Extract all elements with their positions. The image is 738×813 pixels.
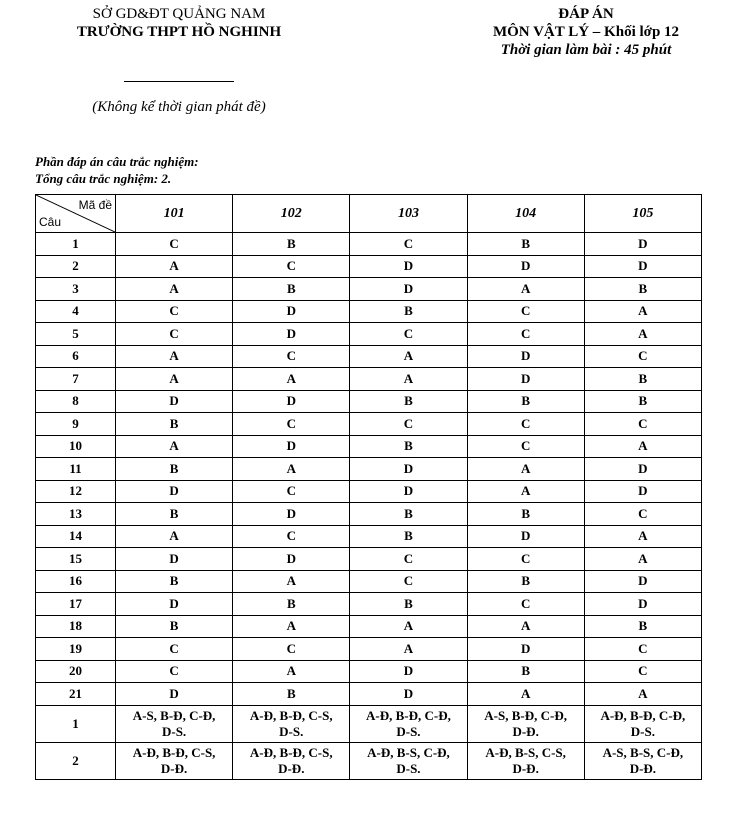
department-name: SỞ GD&ĐT QUẢNG NAM [92, 6, 266, 22]
table-row [36, 345, 702, 368]
answer-cell: D [584, 593, 701, 616]
true-false-answer-cell [584, 705, 701, 742]
table-row [36, 435, 702, 458]
answer-cell: D [350, 480, 467, 503]
answer-cell: A [350, 638, 467, 661]
answer-cell: A [467, 278, 584, 301]
question-number: 11 [36, 458, 116, 481]
true-false-answer-cell [116, 705, 233, 742]
table-row [36, 390, 702, 413]
answer-cell: C [233, 345, 350, 368]
question-number: 12 [36, 480, 116, 503]
answer-cell: B [467, 503, 584, 526]
answer-cell: B [350, 593, 467, 616]
answer-cell: A [116, 368, 233, 391]
answer-cell: A [116, 345, 233, 368]
table-row [36, 413, 702, 436]
true-false-row [36, 742, 702, 779]
header-left [40, 5, 318, 116]
answer-line: D-S. [279, 723, 304, 739]
true-false-answer-cell [233, 705, 350, 742]
question-number: 2 [36, 255, 116, 278]
answer-cell: D [233, 323, 350, 346]
answer-cell: C [584, 638, 701, 661]
answer-cell: D [584, 480, 701, 503]
answer-cell: B [467, 390, 584, 413]
answer-cell: A [233, 570, 350, 593]
table-row [36, 660, 702, 683]
answer-cell: D [233, 300, 350, 323]
answer-cell: A [233, 660, 350, 683]
answer-line: A-Đ, B-Đ, C-S, [249, 707, 333, 723]
answer-line: D-Đ. [160, 760, 188, 776]
answer-cell: D [350, 660, 467, 683]
answer-cell: D [467, 638, 584, 661]
question-number: 13 [36, 503, 116, 526]
answer-cell: A [350, 615, 467, 638]
table-row [36, 458, 702, 481]
answer-cell: A [116, 278, 233, 301]
answer-cell: D [116, 480, 233, 503]
true-false-answer-cell [584, 742, 701, 779]
table-row [36, 683, 702, 706]
answer-cell: D [584, 570, 701, 593]
answer-cell: B [233, 233, 350, 256]
answer-cell: B [467, 660, 584, 683]
true-false-row [36, 705, 702, 742]
answer-line: D-S. [396, 760, 421, 776]
table-row [36, 548, 702, 571]
question-number: 20 [36, 660, 116, 683]
table-row [36, 570, 702, 593]
table-row [36, 593, 702, 616]
question-number: 10 [36, 435, 116, 458]
table-row [36, 503, 702, 526]
answer-cell: C [233, 413, 350, 436]
answer-cell: D [350, 255, 467, 278]
answer-cell: B [116, 615, 233, 638]
true-false-answer-cell [467, 742, 584, 779]
table-row [36, 615, 702, 638]
corner-question-label: Câu [39, 215, 62, 229]
answer-cell: C [350, 233, 467, 256]
answer-cell: D [467, 345, 584, 368]
answer-cell: D [233, 503, 350, 526]
code-header: 102 [233, 195, 350, 233]
code-header: 101 [116, 195, 233, 233]
answer-cell: C [233, 638, 350, 661]
answer-line: D-Đ. [512, 760, 539, 776]
answer-cell: B [584, 278, 701, 301]
answer-cell: C [584, 413, 701, 436]
answer-cell: B [116, 503, 233, 526]
answer-cell: D [233, 390, 350, 413]
question-number: 16 [36, 570, 116, 593]
answer-line: A-Đ, B-S, C-Đ, [367, 744, 450, 760]
answer-cell: C [467, 593, 584, 616]
answer-cell: A [116, 525, 233, 548]
true-false-answer-cell [116, 742, 233, 779]
answer-cell: D [116, 593, 233, 616]
table-row [36, 233, 702, 256]
question-number: 4 [36, 300, 116, 323]
table-row [36, 300, 702, 323]
question-number: 18 [36, 615, 116, 638]
answer-cell: A [584, 435, 701, 458]
answer-cell: B [116, 413, 233, 436]
answer-cell: A [233, 458, 350, 481]
answer-line: A-Đ, B-Đ, C-Đ, [366, 707, 451, 723]
answer-cell: A [350, 345, 467, 368]
answer-cell: A [467, 480, 584, 503]
true-false-answer-cell [233, 742, 350, 779]
header-divider [124, 81, 234, 82]
answer-cell: A [467, 458, 584, 481]
answer-cell: C [233, 525, 350, 548]
school-name: TRƯỜNG THPT HỒ NGHINH [76, 24, 282, 40]
answer-cell: C [467, 323, 584, 346]
corner-header-cell [36, 195, 116, 233]
answer-cell: B [467, 570, 584, 593]
question-count: Tổng câu trắc nghiệm: 2. [35, 171, 172, 186]
answer-cell: C [116, 323, 233, 346]
answer-line: A-Đ, B-S, C-S, [485, 744, 566, 760]
answer-line: D-S. [161, 723, 187, 739]
answer-cell: A [584, 548, 701, 571]
answer-cell: D [233, 548, 350, 571]
answer-cell: B [116, 570, 233, 593]
question-number: 3 [36, 278, 116, 301]
answer-line: D-Đ. [629, 760, 657, 776]
answer-cell: D [350, 683, 467, 706]
question-number: 1 [36, 705, 116, 742]
answer-cell: C [116, 300, 233, 323]
answer-cell: B [584, 390, 701, 413]
answer-cell: D [467, 525, 584, 548]
answer-cell: B [350, 390, 467, 413]
question-number: 9 [36, 413, 116, 436]
answer-cell: A [233, 615, 350, 638]
true-false-answer-cell [350, 705, 467, 742]
true-false-answer-cell [350, 742, 467, 779]
answer-cell: C [467, 413, 584, 436]
section-title: Phần đáp án câu trắc nghiệm: [35, 154, 199, 169]
question-number: 6 [36, 345, 116, 368]
answer-cell: A [467, 615, 584, 638]
answer-cell: B [350, 525, 467, 548]
answer-cell: C [350, 323, 467, 346]
table-row [36, 255, 702, 278]
answer-cell: C [233, 480, 350, 503]
question-number: 5 [36, 323, 116, 346]
answer-cell: B [350, 300, 467, 323]
answer-cell: C [584, 503, 701, 526]
answer-cell: D [467, 368, 584, 391]
answer-line: A-S, B-S, C-Đ, [602, 744, 684, 760]
answer-cell: A [584, 683, 701, 706]
answer-cell: D [233, 435, 350, 458]
answer-cell: B [233, 683, 350, 706]
answer-cell: C [116, 638, 233, 661]
answer-cell: A [584, 525, 701, 548]
question-number: 21 [36, 683, 116, 706]
answer-cell: C [233, 255, 350, 278]
question-number: 8 [36, 390, 116, 413]
answer-table [35, 194, 702, 780]
question-number: 17 [36, 593, 116, 616]
answer-cell: C [467, 435, 584, 458]
subject-line: MÔN VẬT LÝ – Khối lớp 12 [492, 24, 680, 40]
code-header: 103 [350, 195, 467, 233]
answer-cell: D [116, 683, 233, 706]
table-row [36, 368, 702, 391]
question-number: 14 [36, 525, 116, 548]
answer-line: D-Đ. [278, 760, 305, 776]
answer-cell: C [584, 345, 701, 368]
answer-line: A-Đ, B-Đ, C-S, [249, 744, 333, 760]
question-number: 15 [36, 548, 116, 571]
time-line: Thời gian làm bài : 45 phút [500, 42, 672, 58]
answer-cell: B [467, 233, 584, 256]
time-note: (Không kể thời gian phát đề) [92, 99, 266, 115]
answer-cell: D [350, 278, 467, 301]
question-number: 7 [36, 368, 116, 391]
answer-cell: D [116, 390, 233, 413]
answer-cell: A [116, 435, 233, 458]
corner-code-label: Mã đề [78, 198, 112, 212]
answer-cell: C [467, 548, 584, 571]
answer-line: D-S. [396, 723, 421, 739]
question-number: 2 [36, 742, 116, 779]
answer-cell: A [116, 255, 233, 278]
answer-cell: D [116, 548, 233, 571]
document-title: ĐÁP ÁN [558, 6, 614, 22]
answer-cell: D [584, 458, 701, 481]
answer-cell: B [233, 593, 350, 616]
answer-cell: A [584, 300, 701, 323]
answer-cell: B [233, 278, 350, 301]
answer-cell: C [116, 660, 233, 683]
answer-line: D-S. [630, 723, 655, 739]
question-number: 1 [36, 233, 116, 256]
answer-cell: B [584, 368, 701, 391]
answer-cell: A [467, 683, 584, 706]
table-row [36, 525, 702, 548]
table-row [36, 278, 702, 301]
answer-line: D-Đ. [512, 723, 539, 739]
answer-cell: D [584, 233, 701, 256]
answer-cell: D [467, 255, 584, 278]
answer-cell: C [350, 570, 467, 593]
answer-cell: A [350, 368, 467, 391]
answer-cell: C [350, 548, 467, 571]
table-row [36, 323, 702, 346]
answer-line: A-S, B-Đ, C-Đ, [132, 707, 216, 723]
answer-cell: D [350, 458, 467, 481]
answer-cell: C [350, 413, 467, 436]
table-row [36, 480, 702, 503]
answer-cell: A [584, 323, 701, 346]
answer-cell: C [584, 660, 701, 683]
answer-cell: B [584, 615, 701, 638]
answer-cell: B [116, 458, 233, 481]
true-false-answer-cell [467, 705, 584, 742]
code-header: 105 [584, 195, 701, 233]
answer-cell: A [233, 368, 350, 391]
code-header: 104 [467, 195, 584, 233]
answer-line: A-S, B-Đ, C-Đ, [484, 707, 567, 723]
answer-cell: B [350, 435, 467, 458]
question-number: 19 [36, 638, 116, 661]
answer-line: A-Đ, B-Đ, C-S, [132, 744, 216, 760]
answer-cell: B [350, 503, 467, 526]
table-header-row [36, 195, 702, 233]
header-right [436, 5, 736, 59]
answer-cell: D [584, 255, 701, 278]
answer-line: A-Đ, B-Đ, C-Đ, [600, 707, 686, 723]
answer-cell: C [116, 233, 233, 256]
table-row [36, 638, 702, 661]
answer-cell: C [467, 300, 584, 323]
